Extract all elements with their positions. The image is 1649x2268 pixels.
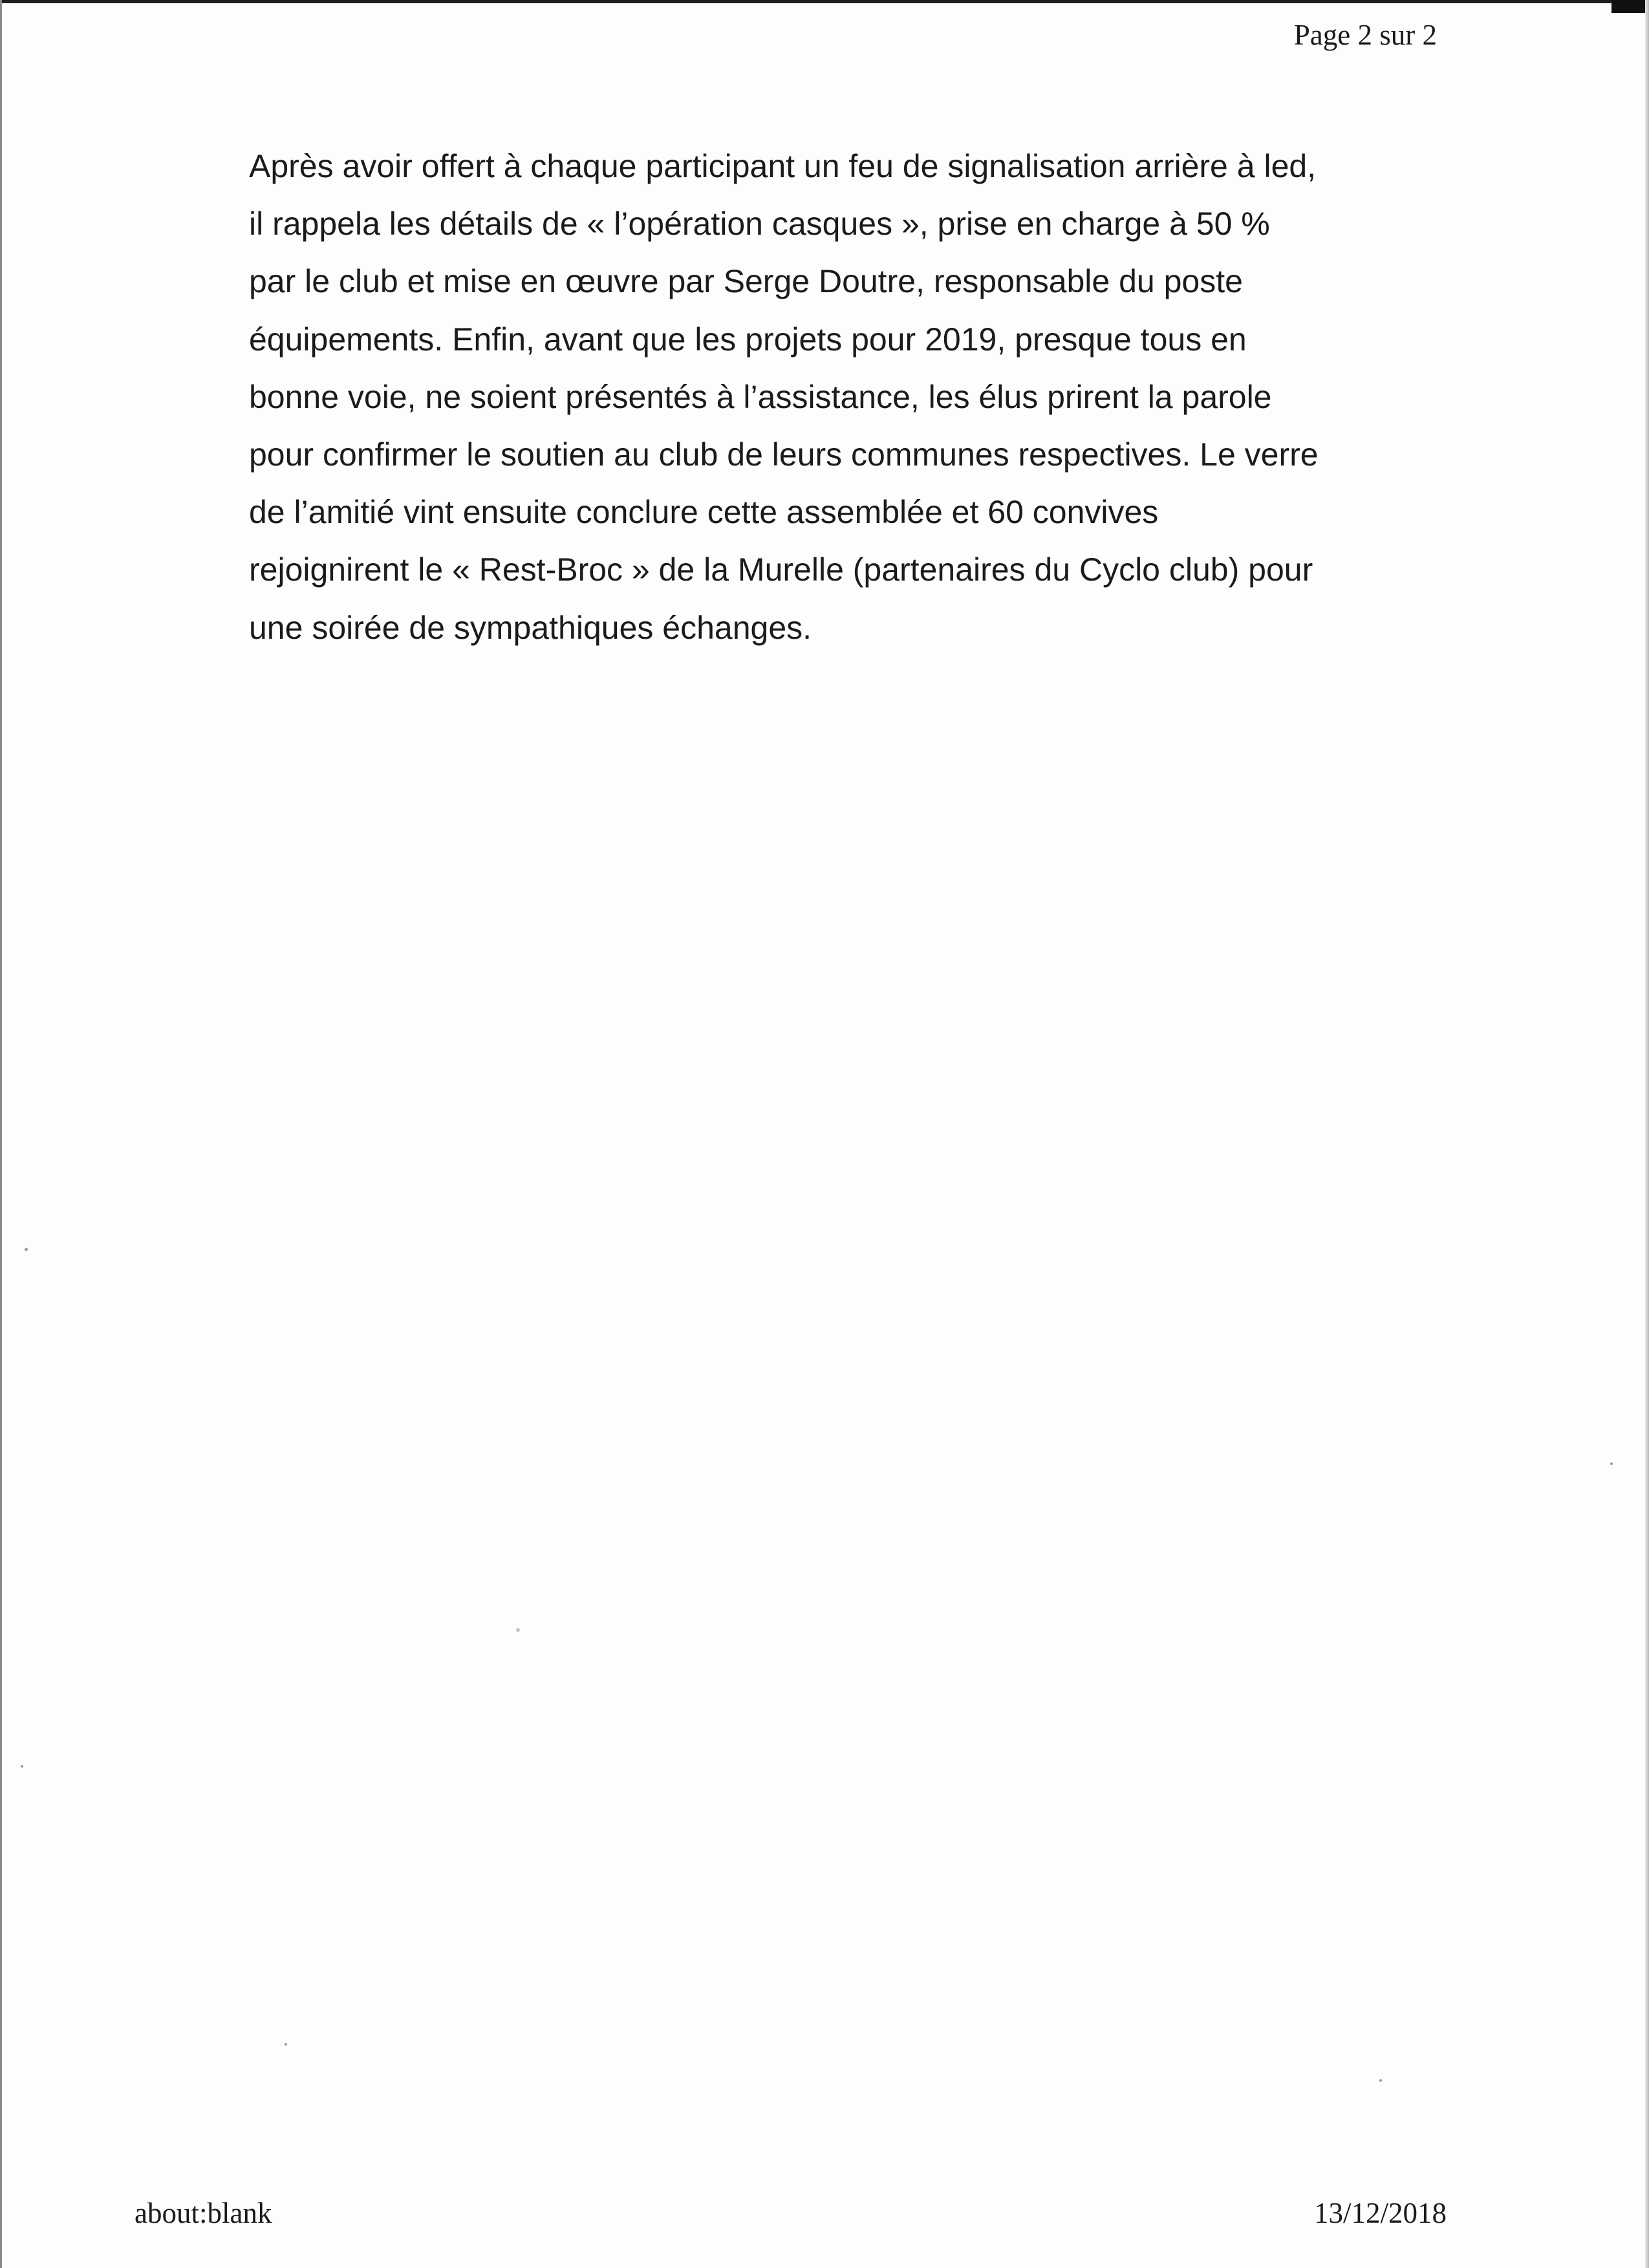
page-number-header: Page 2 sur 2	[1293, 19, 1437, 51]
paragraph-line: rejoignirent le « Rest-Broc » de la Murelle (partenaires du Cyclo club) pour	[249, 551, 1313, 588]
scan-right-edge	[1645, 0, 1649, 2268]
scan-speck	[285, 2043, 287, 2046]
article-paragraph	[249, 138, 1335, 657]
paragraph-line: une soirée de sympathiques échanges.	[249, 609, 812, 646]
scan-left-edge	[0, 0, 2, 2268]
paragraph-line: il rappela les détails de « l’opération casques », prise en charge à 50 %	[249, 206, 1270, 242]
paragraph-line: par le club et mise en œuvre par Serge Doutre, responsable du poste	[249, 263, 1243, 300]
scan-speck	[21, 1765, 23, 1768]
footer-url: about:blank	[135, 2197, 272, 2229]
scan-speck	[1610, 1462, 1613, 1465]
paragraph-line: bonne voie, ne soient présentés à l’assistance, les élus prirent la parole	[249, 378, 1272, 415]
scan-top-edge	[0, 0, 1649, 3]
scan-speck	[516, 1628, 520, 1632]
scan-speck	[1379, 2079, 1382, 2082]
footer-date: 13/12/2018	[1313, 2197, 1447, 2229]
paragraph-line: équipements. Enfin, avant que les projets pour 2019, presque tous en	[249, 321, 1247, 358]
scan-corner-mark	[1611, 0, 1649, 13]
paragraph-line: Après avoir offert à chaque participant un feu de signalisation arrière à led,	[249, 148, 1317, 184]
paragraph-line: pour confirmer le soutien au club de leurs communes respectives. Le verre	[249, 436, 1319, 473]
paragraph-line: de l’amitié vint ensuite conclure cette assemblée et 60 convives	[249, 494, 1159, 531]
scan-speck	[25, 1248, 28, 1251]
